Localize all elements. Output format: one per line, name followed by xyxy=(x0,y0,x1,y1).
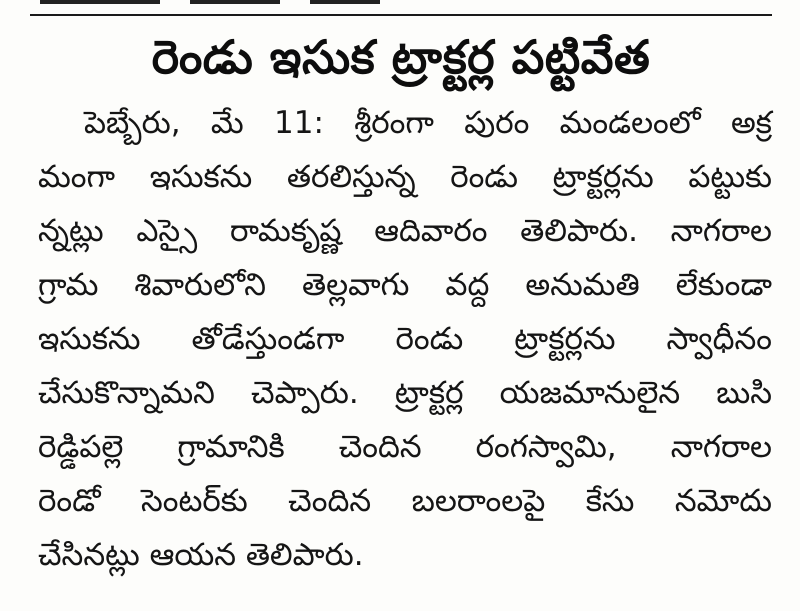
headline-rule xyxy=(30,14,772,16)
cropped-text-stroke xyxy=(310,0,380,4)
article-body xyxy=(38,96,772,582)
cropped-text-stroke xyxy=(40,0,160,4)
article-headline: రెండు ఇసుక ట్రాక్టర్ల పట్టివేత xyxy=(151,30,651,84)
cropped-text-stroke xyxy=(190,0,280,4)
article-body-line: గ్రామ శివారులోని తెల్లవాగు వద్ద అనుమతి లేకుండా xyxy=(38,267,772,303)
article-body-line: చేసినట్లు ఆయన తెలిపారు. xyxy=(38,537,364,573)
previous-article-fragment xyxy=(0,0,800,10)
article-body-line: ఇసుకను తోడేస్తుండగా రెండు ట్రాక్టర్లను స్వాధీనం xyxy=(38,321,772,357)
article-body-line: మంగా ఇసుకను తరలిస్తున్న రెండు ట్రాక్టర్లను పట్టుకు xyxy=(38,159,772,195)
article-body-line: పెబ్బేరు, మే 11: శ్రీరంగా పురం మండలంలో అక్ర xyxy=(84,105,772,141)
article-body-line: న్నట్లు ఎస్సై రామకృష్ణ ఆదివారం తెలిపారు. నాగరాల xyxy=(38,213,772,249)
article-body-line: చేసుకొన్నామని చెప్పారు. ట్రాక్టర్ల యజమానులైన బుసి xyxy=(38,375,772,411)
article-body-line: రెడ్డిపల్లె గ్రామానికి చెందిన రంగస్వామి, నాగరాల xyxy=(38,429,772,465)
article-body-line: రెండో సెంటర్‌కు చెందిన బలరాంలపై కేసు నమోదు xyxy=(38,483,772,519)
